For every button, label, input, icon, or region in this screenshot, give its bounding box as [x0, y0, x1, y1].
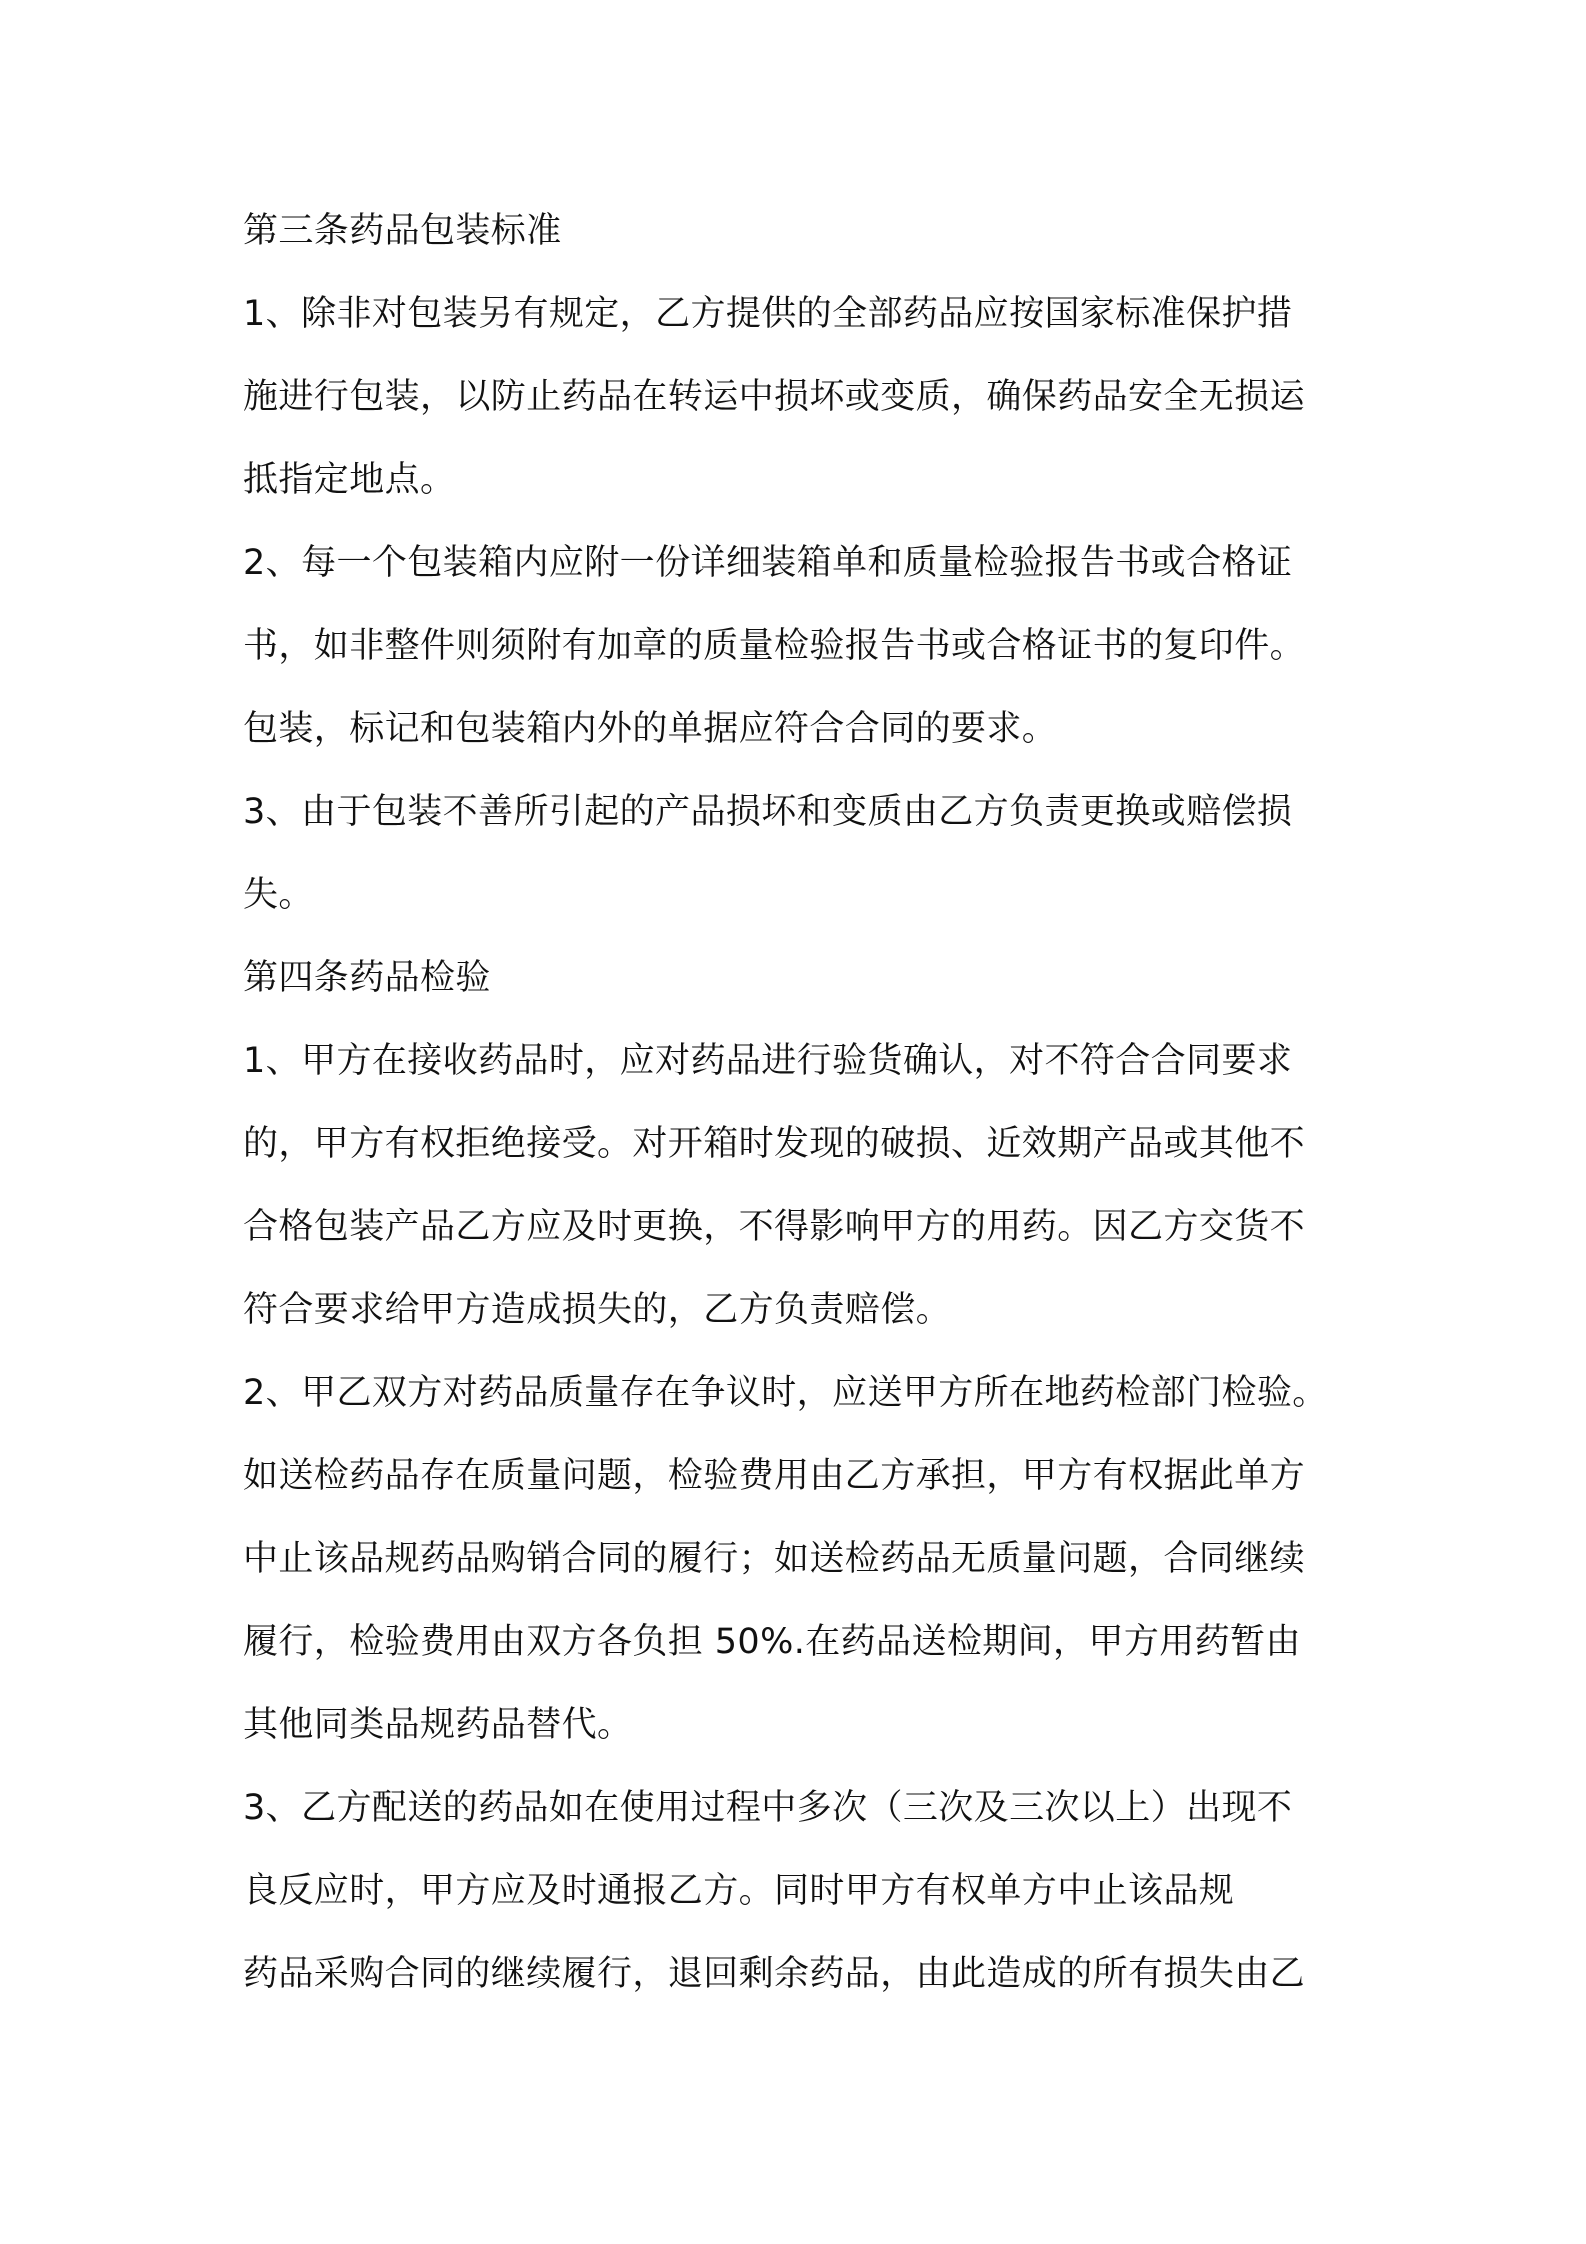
text-line: 失。	[243, 875, 314, 915]
text-line: 的，甲方有权拒绝接受。对开箱时发现的破损、近效期产品或其他不	[243, 1124, 1306, 1164]
text-line: 1、甲方在接收药品时，应对药品进行验货确认，对不符合合同要求	[243, 1041, 1293, 1081]
text-line: 药品采购合同的继续履行，退回剩余药品，由此造成的所有损失由乙	[243, 1954, 1306, 1994]
text-line: 3、由于包装不善所引起的产品损坏和变质由乙方负责更换或赔偿损	[243, 792, 1293, 832]
text-line: 良反应时，甲方应及时通报乙方。同时甲方有权单方中止该品规	[243, 1871, 1235, 1911]
text-line: 3、乙方配送的药品如在使用过程中多次（三次及三次以上）出现不	[243, 1788, 1293, 1828]
text-line: 施进行包装，以防止药品在转运中损坏或变质，确保药品安全无损运	[243, 377, 1306, 417]
text-line: 书，如非整件则须附有加章的质量检验报告书或合格证书的复印件。	[243, 626, 1306, 666]
section-heading-3: 第三条药品包装标准	[243, 211, 562, 251]
text-line: 2、甲乙双方对药品质量存在争议时，应送甲方所在地药检部门检验。	[243, 1373, 1328, 1413]
text-line: 如送检药品存在质量问题，检验费用由乙方承担，甲方有权据此单方	[243, 1456, 1306, 1496]
text-line: 中止该品规药品购销合同的履行；如送检药品无质量问题，合同继续	[243, 1539, 1306, 1579]
text-line: 其他同类品规药品替代。	[243, 1705, 633, 1745]
text-line: 1、除非对包装另有规定，乙方提供的全部药品应按国家标准保护措	[243, 294, 1293, 334]
text-line: 履行，检验费用由双方各负担 50%.在药品送检期间，甲方用药暂由	[243, 1622, 1301, 1662]
text-line: 包装，标记和包装箱内外的单据应符合合同的要求。	[243, 709, 1058, 749]
text-line: 2、每一个包装箱内应附一份详细装箱单和质量检验报告书或合格证	[243, 543, 1293, 583]
section-heading-4: 第四条药品检验	[243, 958, 491, 998]
document-body	[243, 196, 1363, 2022]
text-line: 符合要求给甲方造成损失的，乙方负责赔偿。	[243, 1290, 952, 1330]
text-line: 合格包装产品乙方应及时更换，不得影响甲方的用药。因乙方交货不	[243, 1207, 1306, 1247]
text-line: 抵指定地点。	[243, 460, 456, 500]
